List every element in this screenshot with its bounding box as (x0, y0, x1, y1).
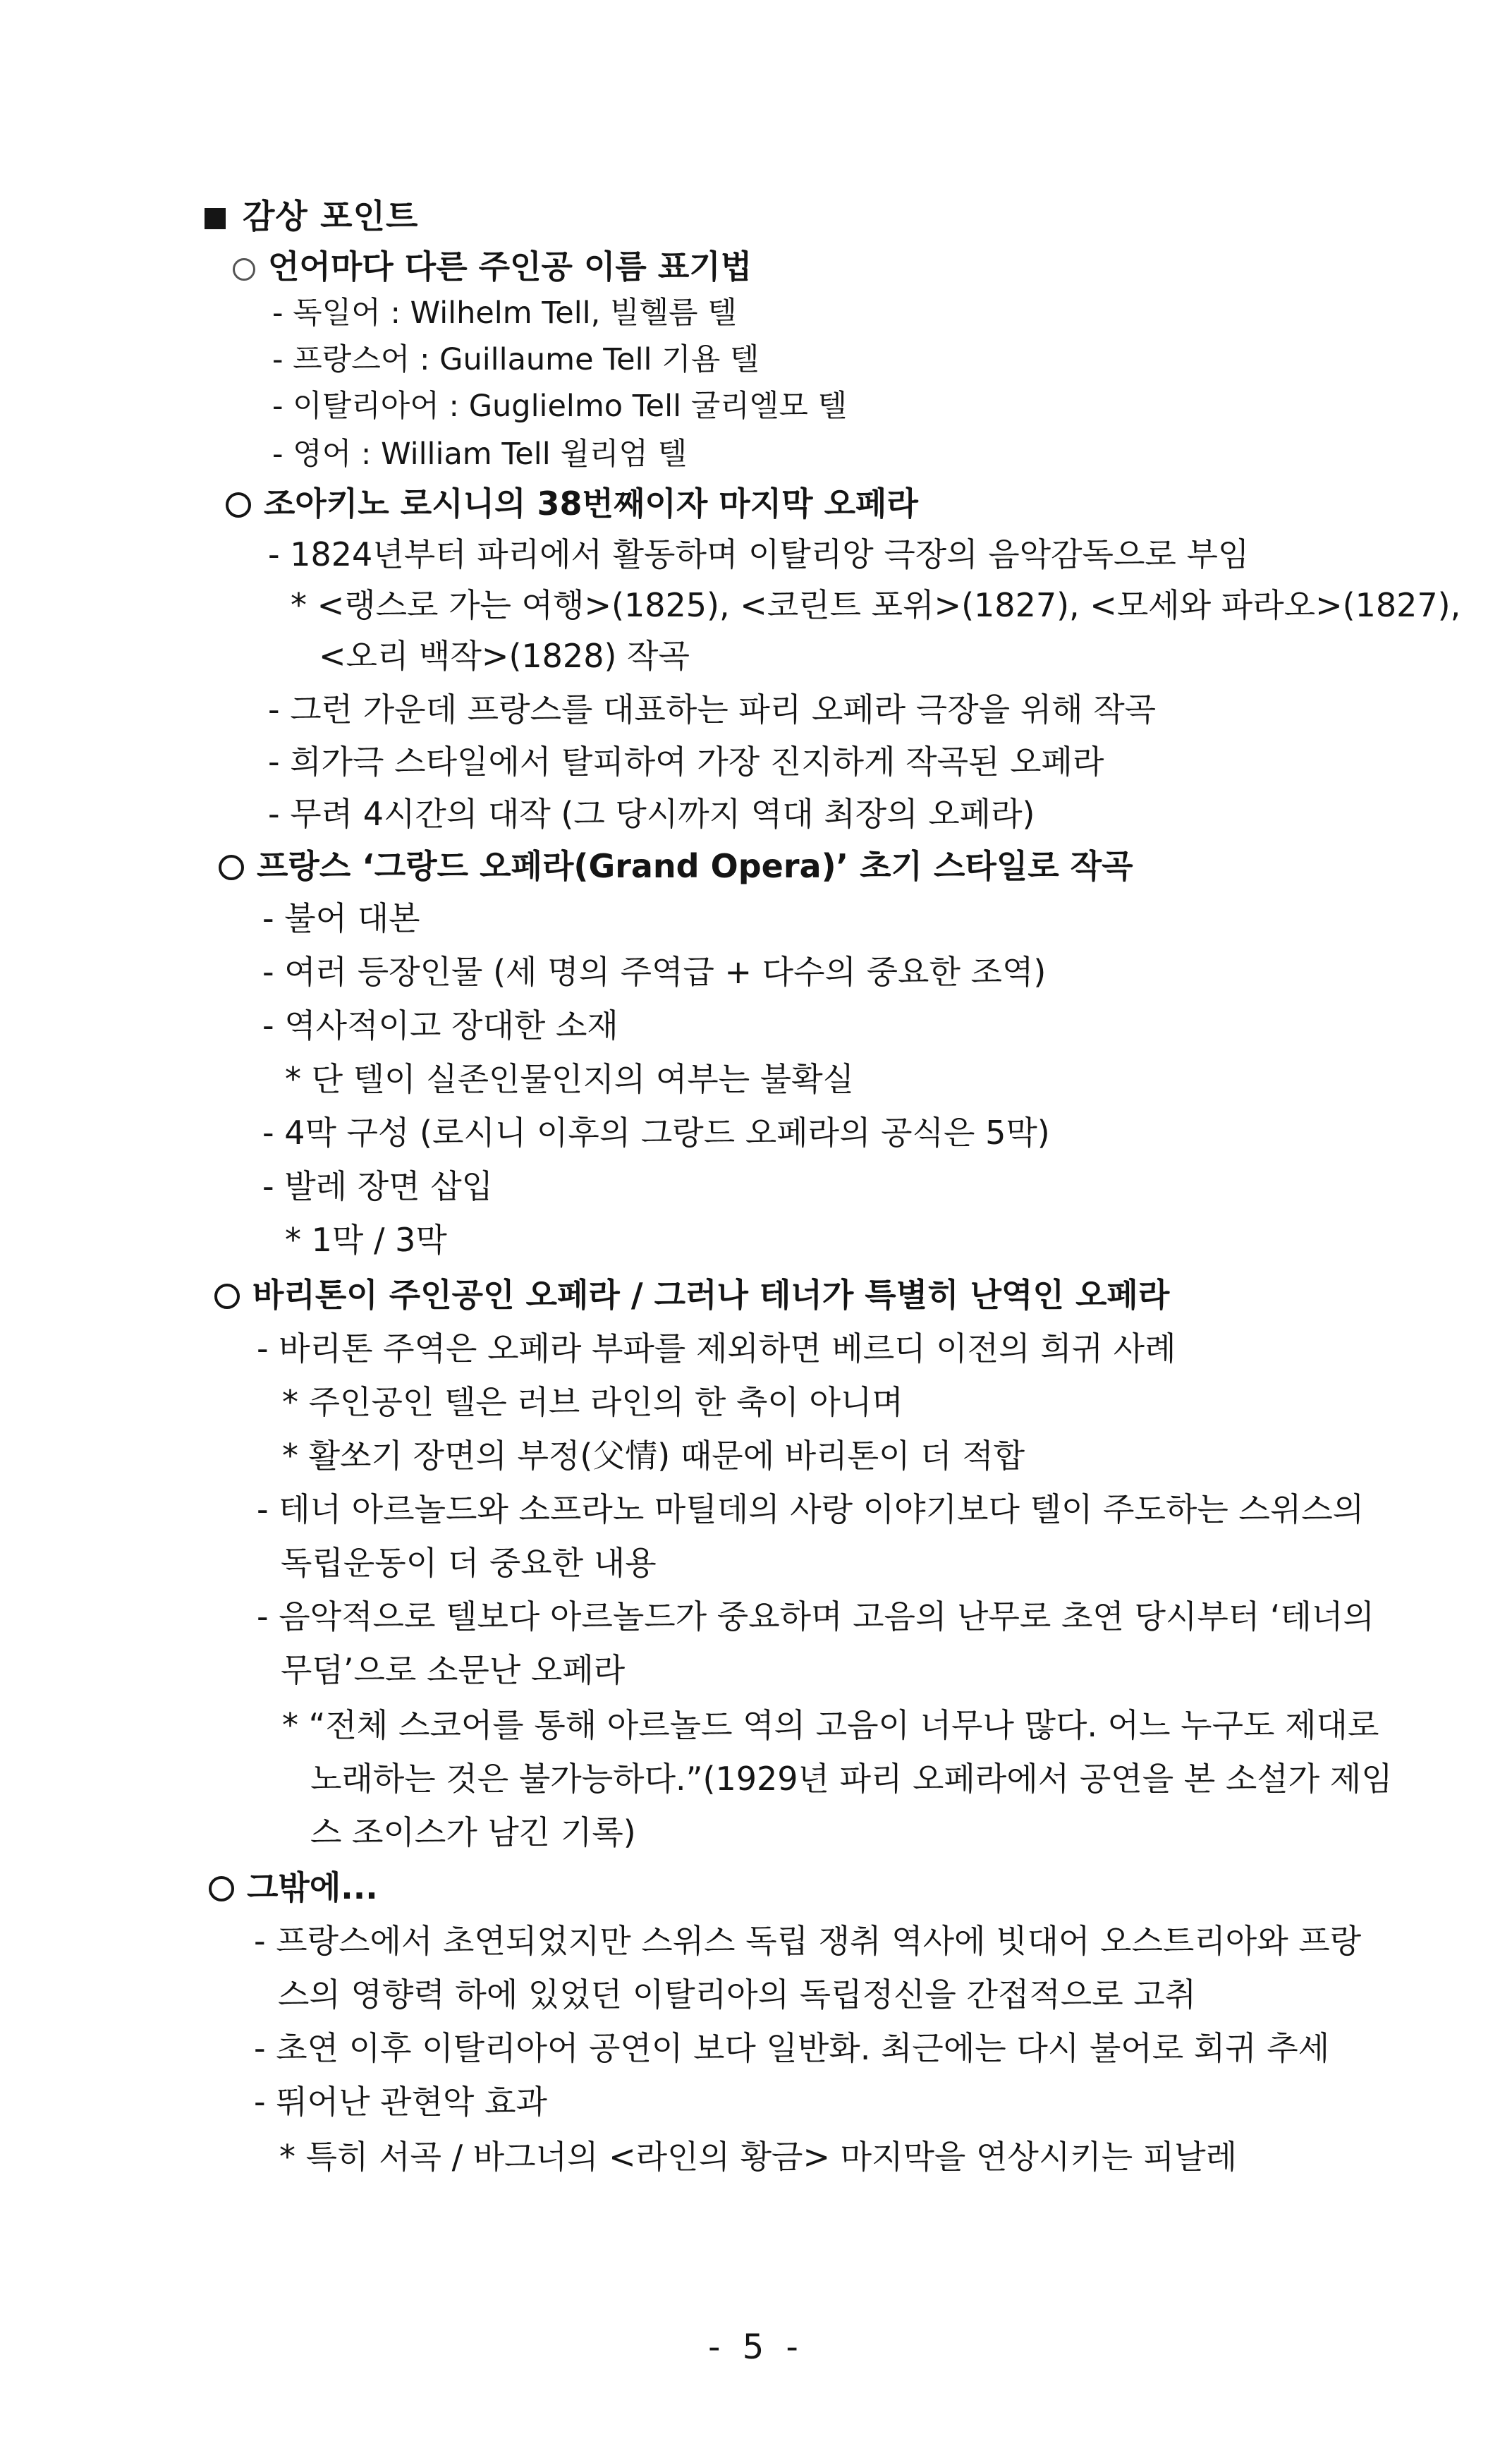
sub-list-item-continued: 노래하는 것은 불가능하다.”(1929년 파리 오페라에서 공연을 본 소설가 제임 (310, 1760, 1393, 1798)
section-4-title: 바리톤이 주인공인 오페라 / 그러나 테너가 특별히 난역인 오페라 (214, 1274, 1169, 1316)
list-item-continued: 독립운동이 더 중요한 내용 (281, 1544, 657, 1582)
list-item: - 이탈리아어 : Guglielmo Tell 굴리엘모 텔 (272, 389, 848, 424)
list-item: - 바리톤 주역은 오페라 부파를 제외하면 베르디 이전의 희귀 사례 (257, 1329, 1176, 1368)
sub-list-item: * “전체 스코어를 통해 아르놀드 역의 고음이 너무나 많다. 어느 누구도 제대로 (282, 1706, 1379, 1744)
circle-bullet-icon (209, 1876, 234, 1901)
section-2-title: 조아키노 로시니의 38번째이자 마지막 오페라 (226, 482, 918, 525)
list-item: - 그런 가운데 프랑스를 대표하는 파리 오페라 극장을 위해 작곡 (268, 690, 1157, 729)
list-item: - 희가극 스타일에서 탈피하여 가장 진지하게 작곡된 오페라 (268, 743, 1104, 781)
sub-list-item: * 특히 서곡 / 바그너의 <라인의 황금> 마지막을 연상시키는 피날레 (279, 2138, 1238, 2176)
sub-list-item-continued: <오리 백작>(1828) 작곡 (319, 637, 690, 675)
list-item: - 음악적으로 텔보다 아르놀드가 중요하며 고음의 난무로 초연 당시부터 ‘테너의 (257, 1597, 1374, 1636)
list-item: - 4막 구성 (로시니 이후의 그랑드 오페라의 공식은 5막) (262, 1114, 1050, 1152)
section-1-title: 언어마다 다른 주인공 이름 표기법 (233, 245, 752, 288)
list-item: - 무려 4시간의 대작 (그 당시까지 역대 최장의 오페라) (268, 795, 1035, 833)
page-number: - 5 - (708, 2327, 804, 2367)
section-5-title: 그밖에... (209, 1866, 378, 1909)
list-item: - 1824년부터 파리에서 활동하며 이탈리앙 극장의 음악감독으로 부임 (268, 535, 1250, 573)
sub-list-item: * 주인공인 텔은 러브 라인의 한 축이 아니며 (282, 1383, 903, 1421)
list-item: - 프랑스어 : Guillaume Tell 기욤 텔 (272, 342, 760, 377)
square-bullet-icon (205, 208, 226, 229)
list-item: - 영어 : William Tell 윌리엄 텔 (272, 437, 688, 472)
list-item: - 역사적이고 장대한 소재 (262, 1006, 618, 1045)
list-item: - 독일어 : Wilhelm Tell, 빌헬름 텔 (272, 296, 737, 331)
sub-list-item: * 활쏘기 장면의 부정(父情) 때문에 바리톤이 더 적합 (282, 1437, 1025, 1475)
sub-list-item-continued: 스 조이스가 남긴 기록) (310, 1813, 636, 1851)
sub-list-item: * 단 텔이 실존인물인지의 여부는 불확실 (285, 1060, 855, 1098)
list-item: - 여러 등장인물 (세 명의 주역급 + 다수의 중요한 조역) (262, 953, 1047, 991)
heading-text: 감상 포인트 (243, 197, 419, 236)
circle-bullet-icon (214, 1284, 240, 1309)
list-item: - 테너 아르놀드와 소프라노 마틸데의 사랑 이야기보다 텔이 주도하는 스위스의 (257, 1490, 1365, 1528)
section-heading (205, 196, 418, 238)
list-item: - 발레 장면 삽입 (262, 1167, 494, 1205)
section-3-title: 프랑스 ‘그랑드 오페라(Grand Opera)’ 초기 스타일로 작곡 (219, 845, 1133, 887)
circle-bullet-icon (226, 492, 251, 518)
sub-list-item: * 1막 / 3막 (285, 1221, 447, 1259)
circle-bullet-icon (219, 855, 244, 880)
list-item: - 불어 대본 (262, 899, 420, 937)
circle-bullet-icon (233, 258, 255, 281)
list-item-continued: 스의 영향력 하에 있었던 이탈리아의 독립정신을 간접적으로 고취 (278, 1976, 1197, 2014)
list-item: - 초연 이후 이탈리아어 공연이 보다 일반화. 최근에는 다시 불어로 회귀 추세 (254, 2029, 1330, 2067)
list-item-continued: 무덤’으로 소문난 오페라 (281, 1651, 626, 1689)
sub-list-item: * <랭스로 가는 여행>(1825), <코린트 포위>(1827), <모세와 파라오>(1827), (291, 586, 1461, 624)
list-item: - 프랑스에서 초연되었지만 스위스 독립 쟁취 역사에 빗대어 오스트리아와 프랑 (254, 1922, 1362, 1960)
list-item: - 뛰어난 관현악 효과 (254, 2083, 547, 2121)
